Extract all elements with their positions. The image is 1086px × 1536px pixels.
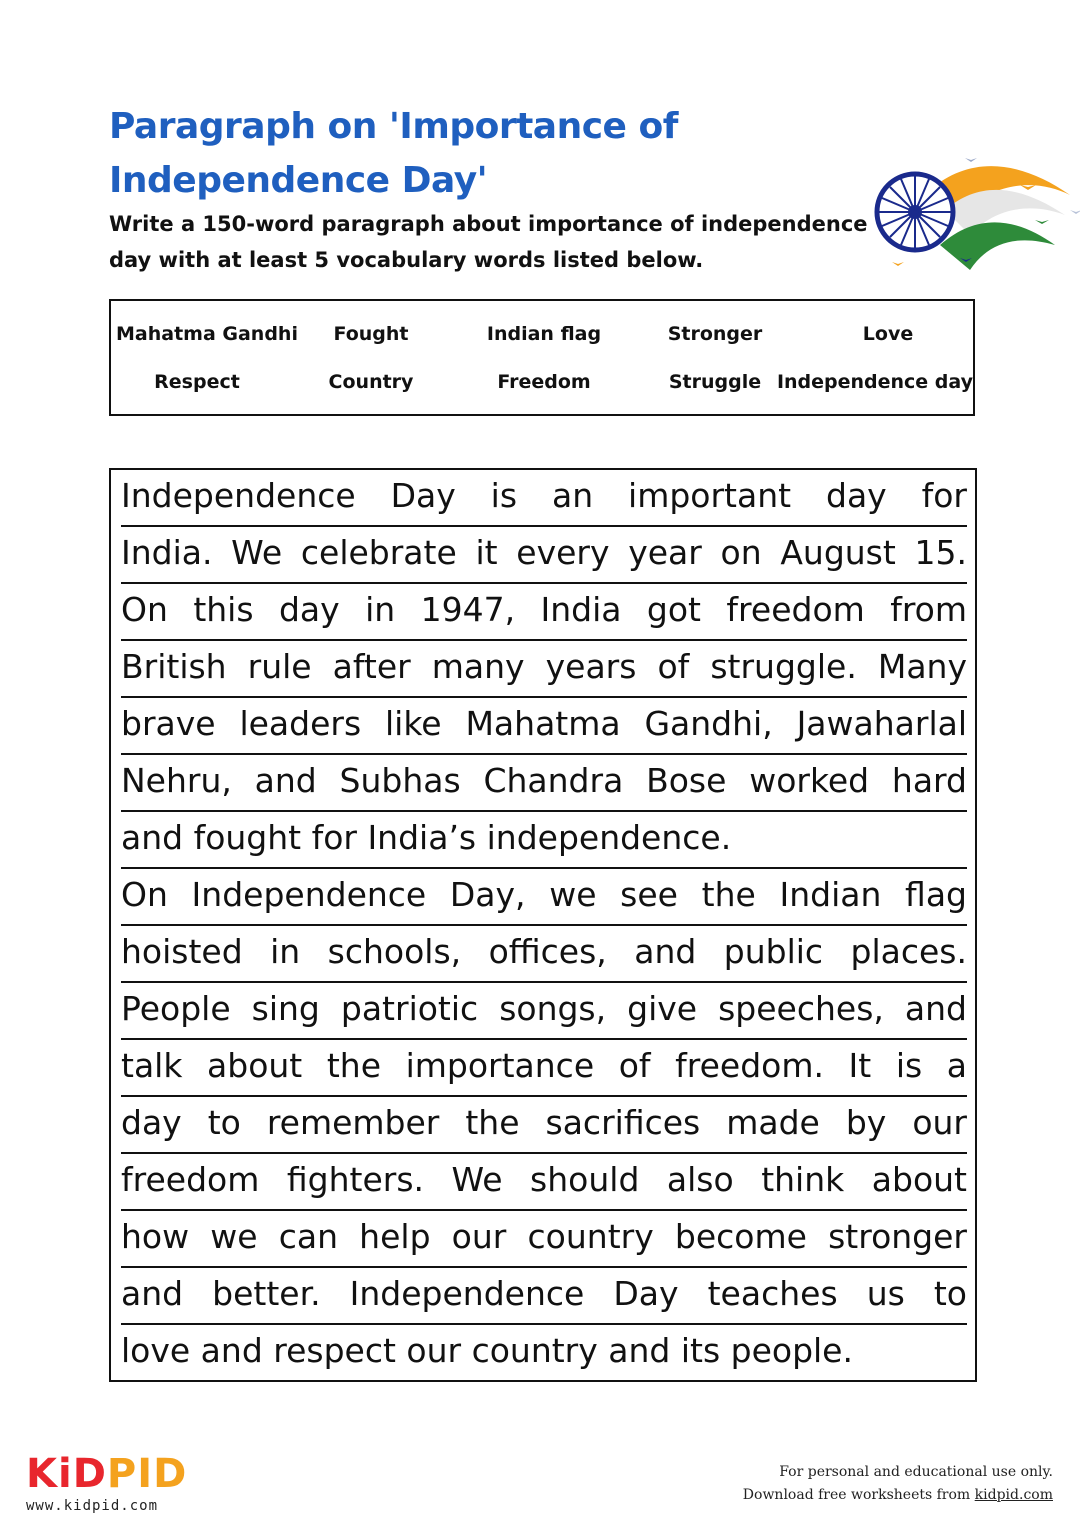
writing-line: British rule after many years of struggle. Many [121,641,967,698]
vocab-word: Fought [333,323,409,345]
writing-line: People sing patriotic songs, give speeches, and [121,983,967,1040]
vocab-word: Independence day [776,371,974,393]
writing-line: Independence Day is an important day for [121,470,967,527]
writing-line: Nehru, and Subhas Chandra Bose worked hard [121,755,967,812]
vocab-word: Respect [154,371,240,393]
vocab-word: Struggle [668,371,762,393]
footer-usage-text: For personal and educational use only. [779,1464,1053,1480]
paragraph-writing-box [109,468,977,1382]
writing-line: On Independence Day, we see the Indian flag [121,869,967,926]
writing-line: brave leaders like Mahatma Gandhi, Jawaharlal [121,698,967,755]
page-title: Paragraph on 'Importance of Independence Day' [109,106,678,201]
vocab-word: Freedom [497,371,591,393]
indian-flag-illustration [870,150,1080,280]
vocab-word: Mahatma Gandhi [116,323,298,345]
writing-line: love and respect our country and its people. [121,1325,967,1382]
vocab-word: Country [328,371,414,393]
logo-kid: KiD [26,1451,107,1497]
writing-line: and better. Independence Day teaches us to [121,1268,967,1325]
footer-note [743,1461,1053,1507]
writing-line: talk about the importance of freedom. It is a [121,1040,967,1097]
vocabulary-box [109,299,975,416]
writing-line: hoisted in schools, offices, and public places. [121,926,967,983]
writing-line: India. We celebrate it every year on August 15. [121,527,967,584]
writing-line: On this day in 1947, India got freedom from [121,584,967,641]
logo-pid: PID [106,1451,188,1497]
vocab-word: Indian flag [486,323,602,345]
instructions-text: Write a 150-word paragraph about importance of independence day with at least 5 vocabulary words listed below. [109,212,868,272]
writing-line: and fought for India’s independence. [121,812,967,869]
footer-download-text: Download free worksheets from [742,1487,975,1503]
writing-line: how we can help our country become stronger [121,1211,967,1268]
writing-line: freedom fighters. We should also think about [121,1154,967,1211]
vocab-word: Stronger [667,323,763,345]
kidpid-logo[interactable] [26,1452,187,1514]
writing-line: day to remember the sacrifices made by our [121,1097,967,1154]
vocab-word: Love [862,323,914,345]
logo-url: www.kidpid.com [26,1498,159,1514]
footer-kidpid-link[interactable]: kidpid.com [974,1487,1053,1503]
